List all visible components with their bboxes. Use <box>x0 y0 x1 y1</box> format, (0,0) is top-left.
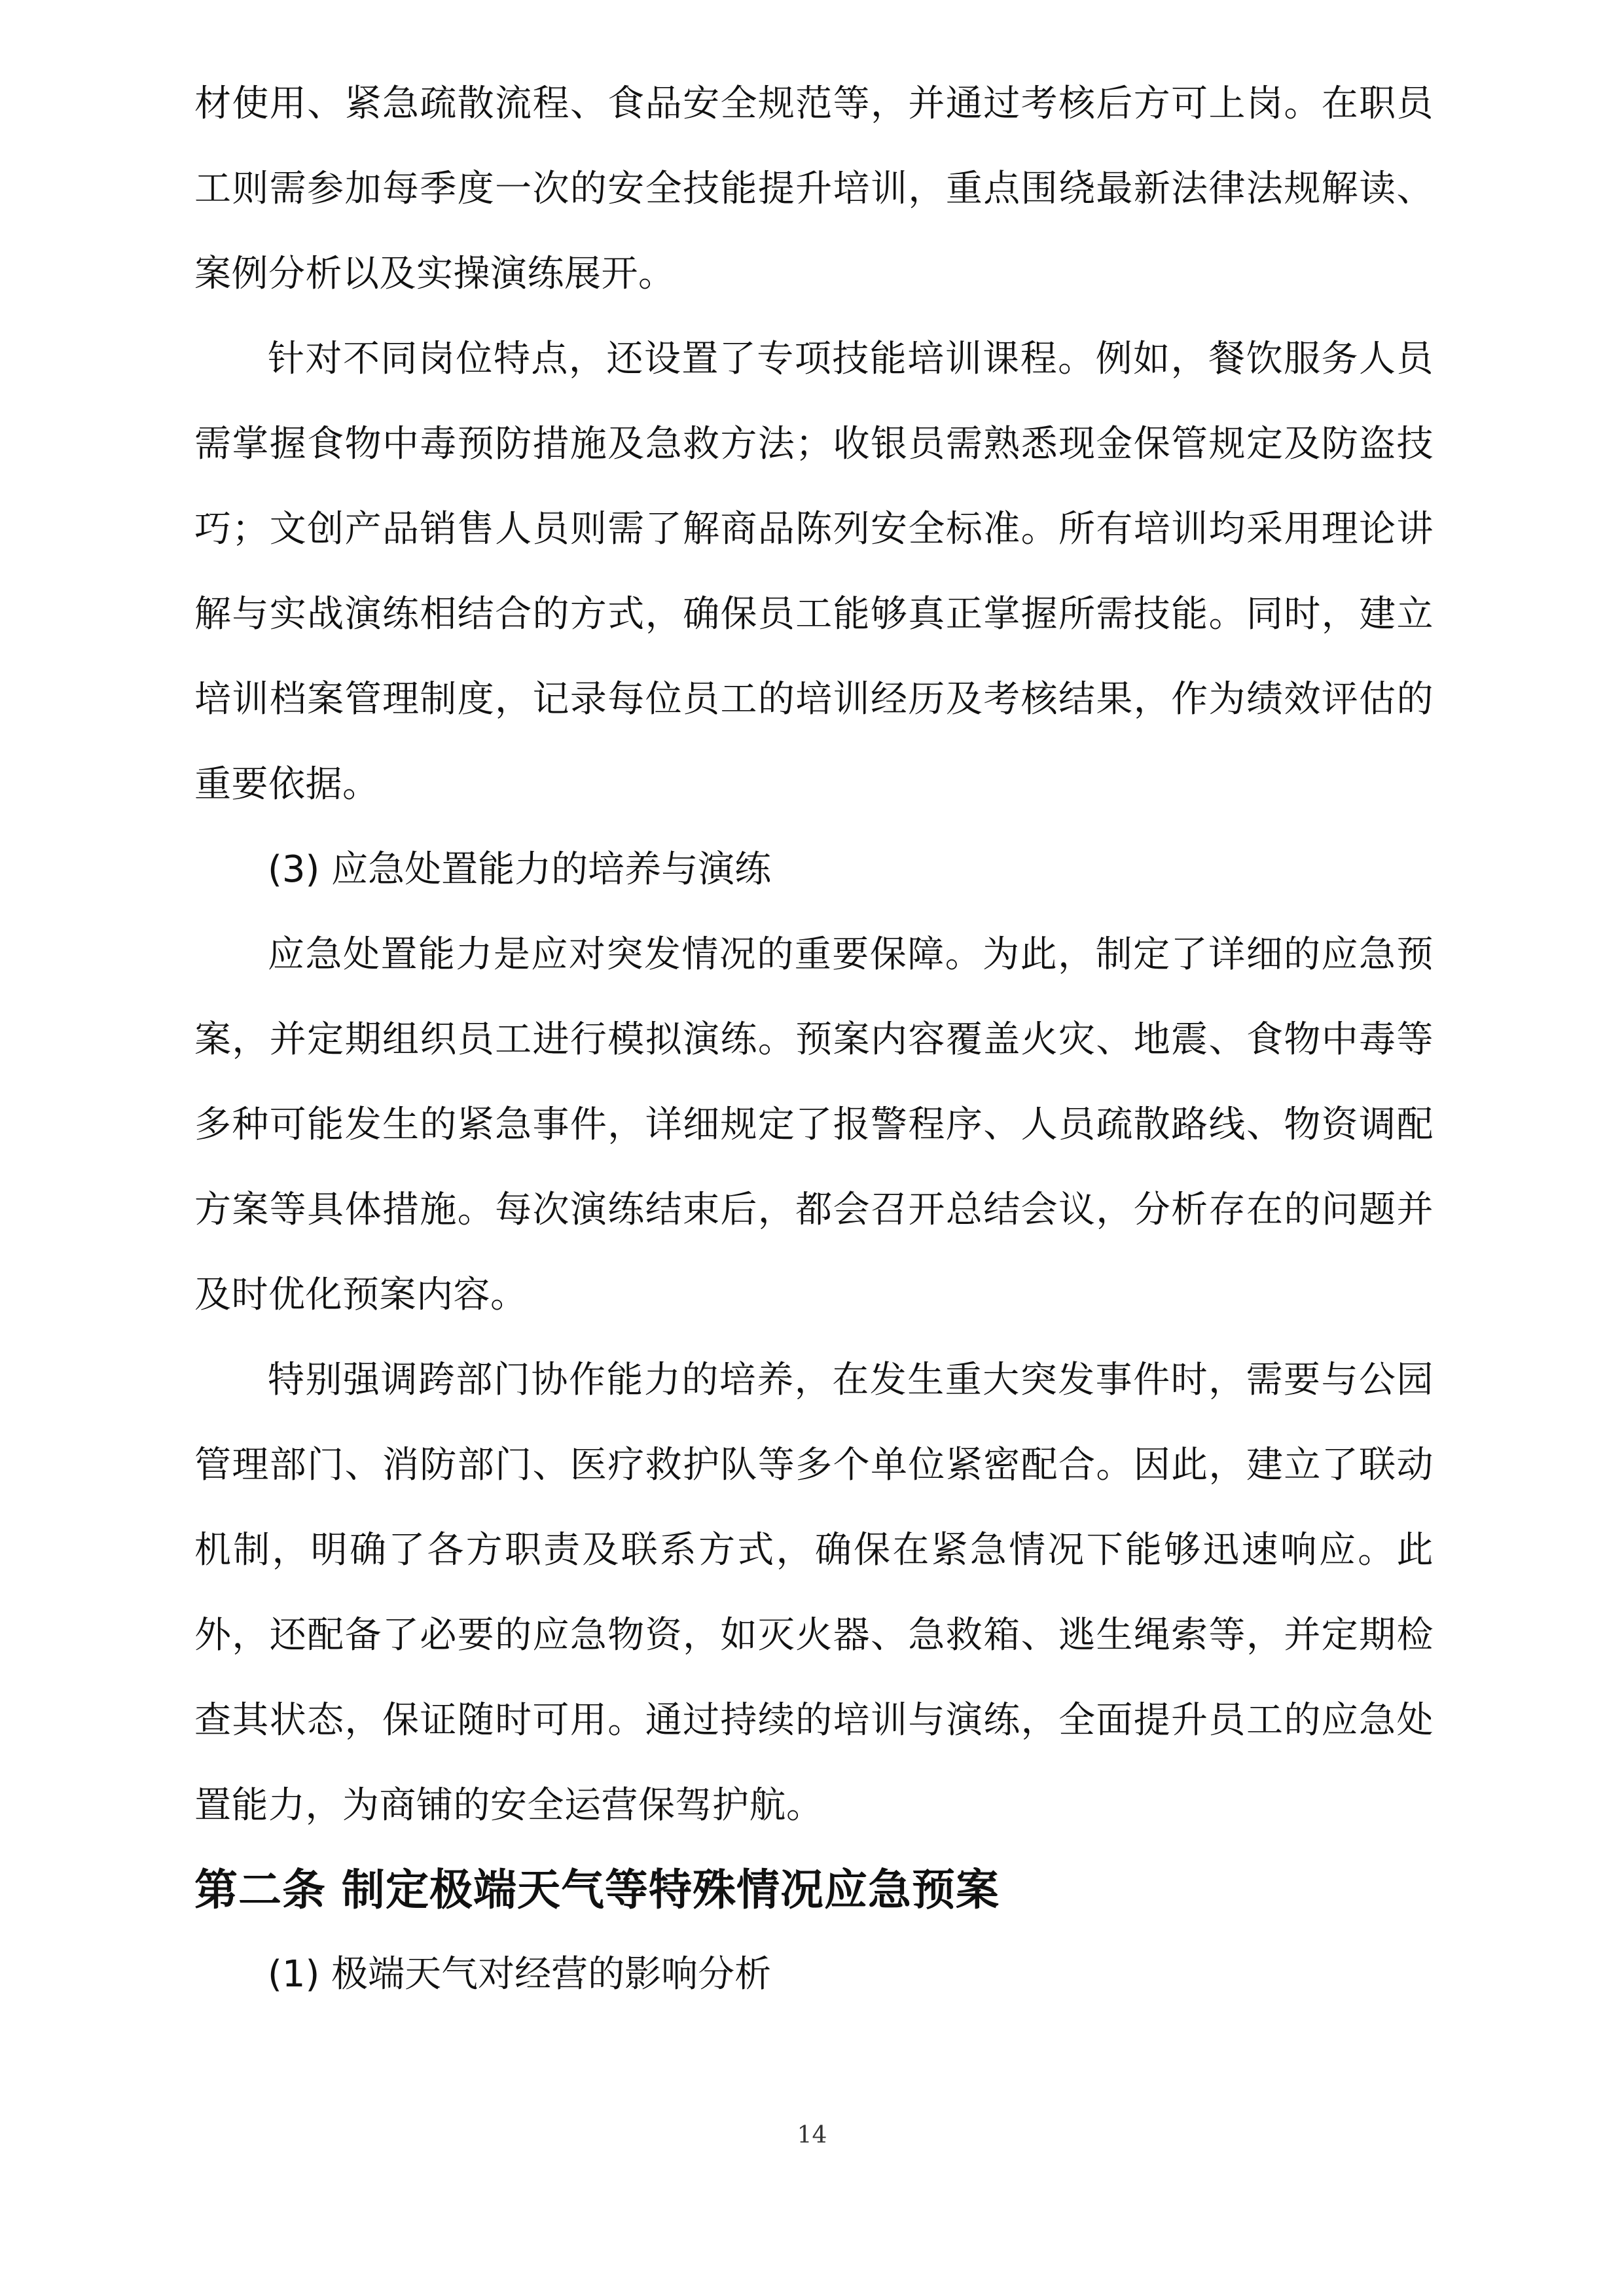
subheading-emergency-capability: (3) 应急处置能力的培养与演练 <box>268 848 772 891</box>
paragraph-specialized-training: 针对不同岗位特点，还设置了专项技能培训课程。例如，餐饮服务人员需掌握食物中毒预防措施及急救方法；收银员需熟悉现金保管规定及防盗技巧；文创产品销售人员则需了解商品陈列安全标准。所有培训均采用理论讲解与实战演练相结合的方式，确保员工能够真正掌握所需技能。同时，建立培训档案管理制度，记录每位员工的培训经历及考核结果，作为绩效评估的重要依据。 <box>194 338 1434 806</box>
article-heading: 第二条 制定极端天气等特殊情况应急预案 <box>194 1865 1000 1915</box>
paragraph-cross-department: 特别强调跨部门协作能力的培养，在发生重大突发事件时，需要与公园管理部门、消防部门、医疗救护队等多个单位紧密配合。因此，建立了联动机制，明确了各方职责及联系方式，确保在紧急情况下能够迅速响应。此外，还配备了必要的应急物资，如灭火器、急救箱、逃生绳索等，并定期检查其状态，保证随时可用。通过持续的培训与演练，全面提升员工的应急处置能力，为商铺的安全运营保驾护航。 <box>194 1359 1434 1827</box>
paragraph-training-requirements: 材使用、紧急疏散流程、食品安全规范等，并通过考核后方可上岗。在职员工则需参加每季度一次的安全技能提升培训，重点围绕最新法律法规解读、案例分析以及实操演练展开。 <box>194 82 1434 295</box>
subheading-weather-impact: (1) 极端天气对经营的影响分析 <box>268 1953 772 1996</box>
page-number: 14 <box>797 2122 827 2149</box>
document-body <box>194 62 1434 2017</box>
paragraph-emergency-plan: 应急处置能力是应对突发情况的重要保障。为此，制定了详细的应急预案，并定期组织员工进行模拟演练。预案内容覆盖火灾、地震、食物中毒等多种可能发生的紧急事件，详细规定了报警程序、人员疏散路线、物资调配方案等具体措施。每次演练结束后，都会召开总结会议，分析存在的问题并及时优化预案内容。 <box>194 933 1434 1316</box>
